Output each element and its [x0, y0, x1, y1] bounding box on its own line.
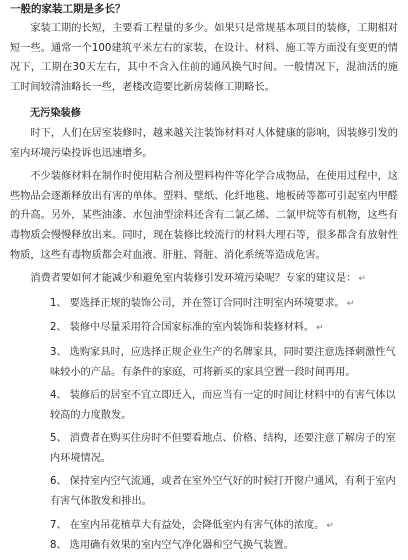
list-item-text: 选购家具时，应选择正规企业生产的名牌家具，同时要注意选择刺激性气味较小的产品。有条件的家庭，可将新买的家具空置一段时间再用。	[50, 346, 396, 378]
list-item	[10, 429, 398, 468]
paragraph-construction-period: 家装工期的长短，主要看工程量的多少。如果只是常规基本项目的装修，工期相对短一些。通常一个100建筑平米左右的家装，在设计、材料、施工等方面没有变更的情况下，工期在30天左右，其中不含入住前的通风换气时间。一般情况下，混油活的施工时间较清油略长一些，老楼改造要比新房装修工期略长。	[10, 23, 398, 93]
list-item-text: 装修后的居室不宜立即迁入，而应当有一定的时间让材料中的有害气体以较高的力度散发。	[50, 390, 396, 421]
paragraph-mark: ↵	[326, 520, 334, 531]
list-item-text: 选用确有效果的室内空气净化器和空气换气装置。	[69, 540, 294, 552]
paragraph-pollution-intro: 时下，人们在居室装修时，越来越关注装饰材料对人体健康的影响，因装修引发的室内环境污染投诉也迅速增多。	[10, 127, 398, 159]
list-item-number: 2、	[50, 322, 67, 334]
paragraph-mark: ↵	[358, 274, 366, 285]
paragraph-mark: ↵	[316, 323, 324, 334]
paragraph-expert-question	[10, 269, 398, 290]
paragraph-mark: ↵	[346, 298, 355, 309]
list-item	[10, 516, 398, 537]
list-item	[10, 343, 398, 382]
list-item-number: 7、	[50, 519, 67, 531]
list-item-text: 装修中尽量采用符合国家标准的室内装饰和装修材料。	[69, 322, 315, 334]
list-item-number: 8、	[50, 540, 67, 552]
list-item-text: 消费者在购买住房时不但要看地点、价格、结构，还要注意了解房子的室内环境情况。	[50, 433, 396, 464]
list-item-text: 在室内吊花植草大有益处，会降低室内有害气体的浓度。	[69, 519, 325, 531]
list-item	[10, 386, 398, 425]
paragraph-pollution-detail: 不少装修材料在制作时使用粘合剂及塑料构件等化学合成物品，在使用过程中，这些物品会逐渐释放出有害的单体。塑料、壁纸、化纤地毯、地板砖等都可引起室内甲醛的升高。另外，某些油漆、水包油型涂料还含有二氯乙烯、二氯甲烷等有机物，这些有毒物质会慢慢释放出来。同时，现在装修比较流行的材料大理石等，很多都含有放射性物质，这些有毒物质都会对血液、肝脏、肾脏、消化系统等造成危害。	[10, 171, 398, 261]
list-item	[10, 472, 398, 511]
question-text: 消费者要如何才能减少和避免室内装修引发环境污染呢？专家的建议是：	[30, 273, 357, 285]
list-item-number: 6、	[50, 476, 67, 488]
list-item	[10, 536, 398, 556]
section-heading-pollution-free: 无污染装修	[30, 108, 81, 120]
list-item-text: 保持室内空气流通，或者在室外空气好的时候打开窗户通风，有利于室内有害气体散发和排出。	[50, 476, 396, 508]
tips-list	[10, 294, 398, 556]
list-item-number: 4、	[50, 390, 67, 402]
list-item	[10, 294, 398, 315]
list-item-number: 3、	[50, 346, 67, 358]
list-item-number: 1、	[50, 297, 67, 309]
list-item	[10, 318, 398, 339]
list-item-text: 要选择正规的装饰公司，并在签订合同时注明室内环境要求。	[69, 297, 345, 309]
section-heading-construction-period: 一般的家装工期是多长？	[10, 3, 126, 15]
list-item-number: 5、	[50, 433, 67, 445]
